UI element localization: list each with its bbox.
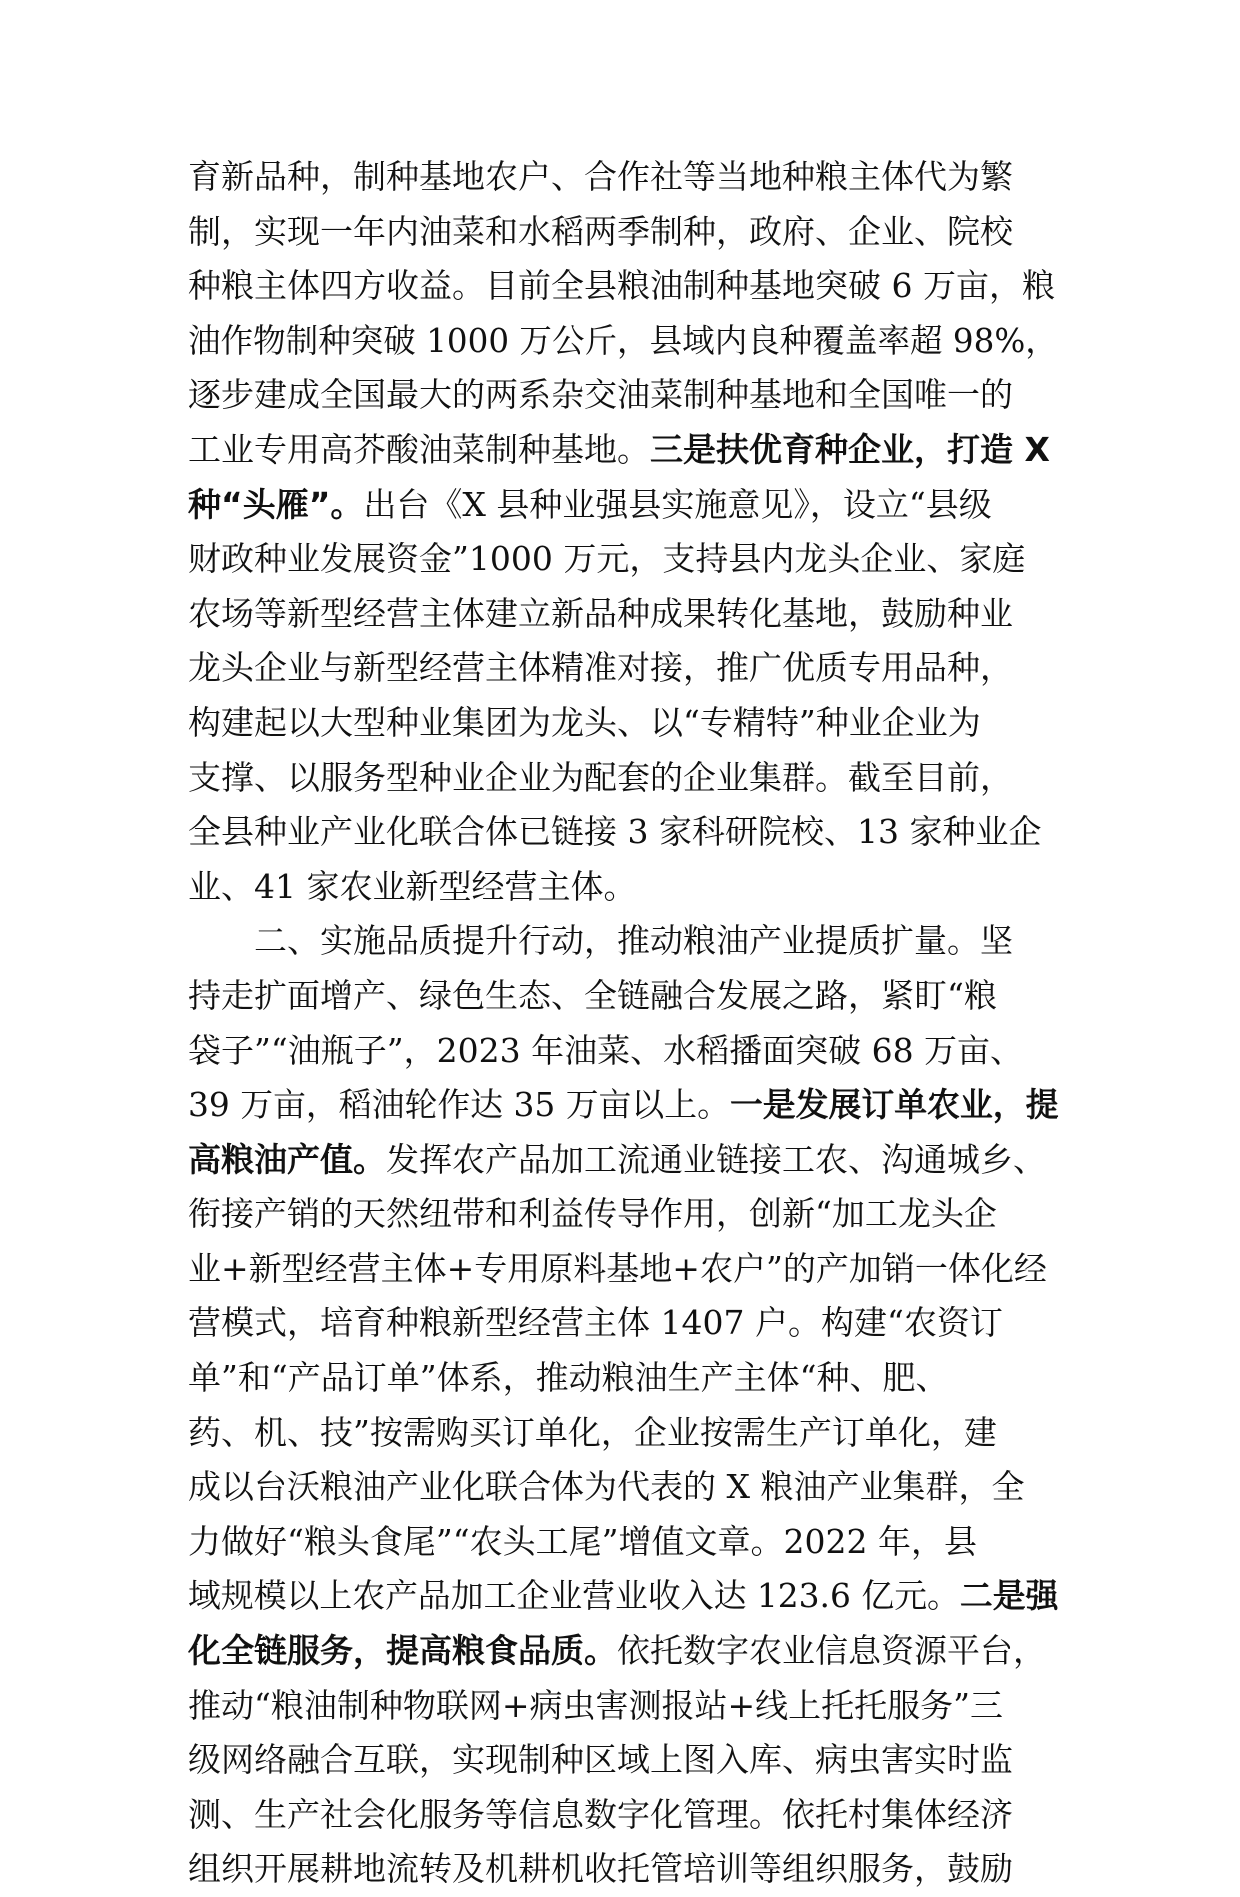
text-segment: 发挥农产品加工流通业链接工农、沟通城乡、 [386,1139,1046,1179]
text-line [188,1679,1058,1734]
text-line [188,259,1058,314]
text-line [188,423,1058,478]
text-line [188,1406,1058,1461]
text-segment: 龙头企业与新型经营主体精准对接，推广优质专用品种， [188,648,1013,688]
text-line [188,805,1058,860]
text-line [188,1460,1058,1515]
text-line [188,1078,1059,1133]
text-line [188,860,1058,915]
text-segment: 营模式，培育种粮新型经营主体 1407 户。构建“农资订 [188,1303,1003,1343]
text-segment: 衔接产销的天然纽带和利益传导作用，创新“加工龙头企 [188,1194,997,1234]
text-segment: 工业专用高芥酸油菜制种基地。 [188,429,650,469]
text-line [188,969,1058,1024]
text-segment: 测、生产社会化服务等信息数字化管理。依托村集体经济 [188,1794,1013,1834]
text-line [188,1624,1058,1679]
text-line [188,1296,1058,1351]
text-line [188,368,1058,423]
text-line [188,751,1058,806]
text-segment: 农场等新型经营主体建立新品种成果转化基地，鼓励种业 [188,593,1013,633]
text-segment: 制，实现一年内油菜和水稻两季制种，政府、企业、院校 [188,211,1013,251]
text-segment: 出台《X 县种业强县实施意见》，设立“县级 [363,484,992,524]
text-line [188,150,1058,205]
bold-text-segment: 三是扶优育种企业，打造 X [650,429,1050,469]
text-segment: 域规模以上农产品加工企业营业收入达 123.6 亿元。 [188,1576,960,1616]
text-segment: 依托数字农业信息资源平台， [617,1631,1046,1671]
text-line [188,1351,1058,1406]
text-segment: 力做好“粮头食尾”“农头工尾”增值文章。2022 年，县 [188,1521,977,1561]
text-segment: 种粮主体四方收益。目前全县粮油制种基地突破 6 万亩，粮 [188,266,1055,306]
text-line [188,641,1058,696]
text-line [188,587,1058,642]
text-line [188,532,1058,587]
text-line [188,696,1058,751]
text-segment: 逐步建成全国最大的两系杂交油菜制种基地和全国唯一的 [188,375,1013,415]
text-segment: 油作物制种突破 1000 万公斤，县域内良种覆盖率超 98%， [188,320,1058,360]
text-segment: 育新品种，制种基地农户、合作社等当地种粮主体代为繁 [188,157,1013,196]
text-segment: 全县种业产业化联合体已链接 3 家科研院校、13 家种业企 [188,812,1042,852]
text-line [188,1187,1058,1242]
text-line [188,1788,1058,1843]
text-line [188,914,1058,969]
text-line [188,1842,1058,1897]
bold-text-segment: 种“头雁”。 [188,484,364,524]
bold-text-segment: 一是发展订单农业，提 [729,1085,1059,1125]
text-segment: 财政种业发展资金”1000 万元，支持县内龙头企业、家庭 [188,539,1026,579]
text-segment: 袋子”“油瓶子”，2023 年油菜、水稻播面突破 68 万亩、 [188,1030,1024,1070]
text-line [188,205,1058,260]
text-line [188,314,1058,369]
text-segment: 药、机、技”按需购买订单化，企业按需生产订单化，建 [188,1412,997,1452]
text-line [188,1515,1058,1570]
text-line [188,1569,1059,1624]
text-line [188,1133,1058,1188]
bold-text-segment: 二是强 [959,1576,1059,1616]
text-segment: 成以台沃粮油产业化联合体为代表的 X 粮油产业集群，全 [188,1467,1025,1507]
text-segment: 组织开展耕地流转及机耕机收托管培训等组织服务，鼓励 [188,1849,1013,1889]
text-segment: 支撑、以服务型种业企业为配套的企业集群。截至目前， [188,757,1013,797]
text-segment: 级网络融合互联，实现制种区域上图入库、病虫害实时监 [188,1740,1013,1780]
text-segment: 推动“粮油制种物联网+病虫害测报站+线上托托服务”三 [188,1685,1004,1725]
bold-text-segment: 高粮油产值。 [188,1139,386,1179]
text-segment: 业+新型经营主体+专用原料基地+农户”的产加销一体化经 [188,1248,1047,1288]
text-segment: 持走扩面增产、绿色生态、全链融合发展之路，紧盯“粮 [188,975,997,1015]
text-line [188,1733,1058,1788]
document-body-text [188,150,1058,1897]
text-line [188,478,1058,533]
text-segment: 业、41 家农业新型经营主体。 [188,866,637,906]
text-segment: 构建起以大型种业集团为龙头、以“专精特”种业企业为 [188,702,981,742]
text-segment: 单”和“产品订单”体系，推动粮油生产主体“种、肥、 [188,1358,949,1398]
text-line [188,1024,1058,1079]
text-line [188,1242,1058,1297]
text-segment: 39 万亩，稻油轮作达 35 万亩以上。 [188,1085,730,1125]
bold-text-segment: 化全链服务，提高粮食品质。 [188,1631,617,1671]
text-segment: 二、实施品质提升行动，推动粮油产业提质扩量。坚 [188,921,1013,961]
